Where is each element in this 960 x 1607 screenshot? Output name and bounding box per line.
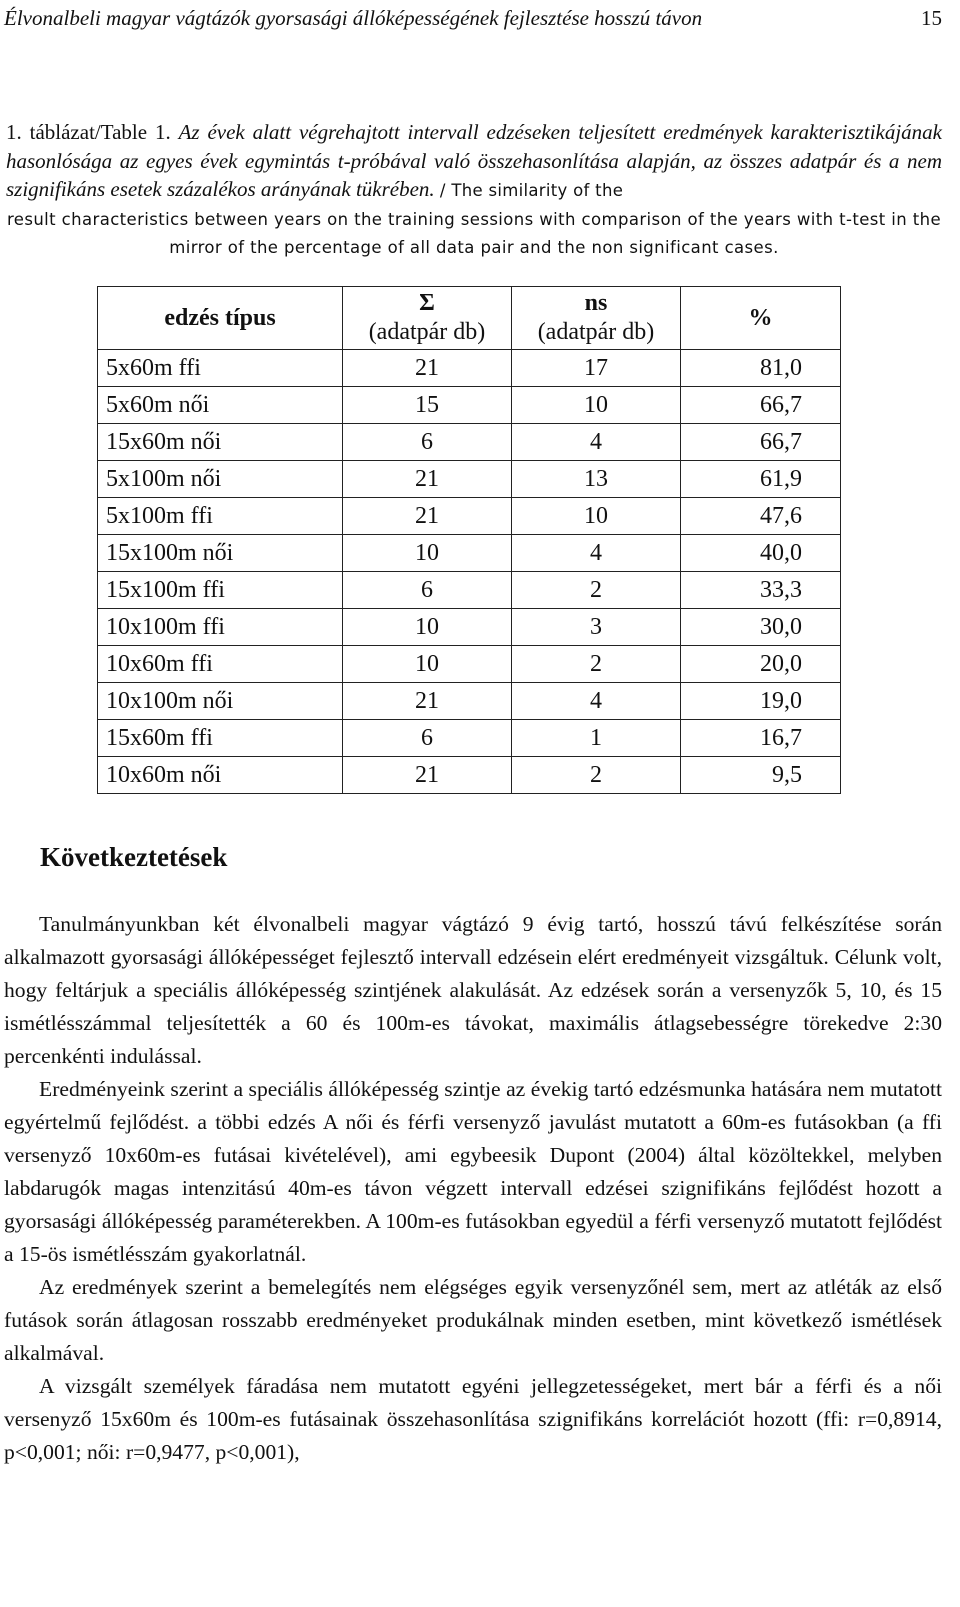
cell-percent: 66,7: [681, 424, 841, 461]
cell-training-type: 5x60m ffi: [98, 350, 343, 387]
cell-ns: 2: [512, 572, 681, 609]
cell-percent: 81,0: [681, 350, 841, 387]
cell-training-type: 10x100m ffi: [98, 609, 343, 646]
paragraph: Eredményeink szerint a speciális állóképesség szintje az évekig tartó edzésmunka hatására nem mutatott egyértelmű fejlődést. a többi edzés A női és férfi versenyző javulást mutatott a 60m-es futásokban (a ffi versenyző 10x60m-es futásai kivételével), ami egybeesik Dupont (2004) által közöltekkel, melyben labdarugók magas intenzitású 40m-es távon végzett intervall edzései szignifikáns fejlődést hozott a gyorsasági állóképesség paraméterekben. A 100m-es futásokban egyedül a férfi versenyző mutatott fejlődést a 15-ös ismétlésszám gyakorlatnál.: [4, 1077, 942, 1266]
cell-percent: 40,0: [681, 535, 841, 572]
table-caption: [6, 118, 942, 262]
page-number: 15: [921, 6, 942, 30]
paragraph: Tanulmányunkban két élvonalbeli magyar vágtázó 9 évig tartó, hosszú távú felkészítése során alkalmazott gyorsasági állóképességet fejlesztő intervall edzésein elért eredményeit vizsgáltuk. Célunk volt, hogy feltárjuk a speciális állóképesség szintjének alakulását. Az edzések során a versenyzők 5, 10, és 15 ismétlésszámmal teljesítették a 60 és 100m-es távokat, maximális átlagsebességre törekedve 2:30 percenkénti indulással.: [4, 912, 942, 1068]
header-training-type: edzés típus: [98, 287, 343, 350]
cell-training-type: 15x100m ffi: [98, 572, 343, 609]
caption-english-start: / The similarity of the: [439, 181, 624, 200]
running-header: [4, 6, 942, 31]
paragraph: A vizsgált személyek fáradása nem mutatott egyéni jellegzetességeket, mert bár a férfi és a női versenyző 15x60m és 100m-es futásainak összehasonlítása szignifikáns korrelációt hozott (ffi: r=0,8914, p<0,001; női: r=0,9477, p<0,001),: [4, 1374, 942, 1464]
cell-sum: 15: [343, 387, 512, 424]
cell-percent: 66,7: [681, 387, 841, 424]
cell-sum: 10: [343, 646, 512, 683]
cell-training-type: 15x60m női: [98, 424, 343, 461]
table-header-row: [98, 287, 841, 350]
table-row: [98, 387, 841, 424]
table-row: [98, 683, 841, 720]
cell-ns: 10: [512, 387, 681, 424]
table-row: [98, 535, 841, 572]
cell-ns: 17: [512, 350, 681, 387]
cell-sum: 10: [343, 535, 512, 572]
caption-english-rest: result characteristics between years on the training sessions with comparison of the years with t-test in the mirror of the percentage of all data pair and the non significant cases.: [6, 209, 942, 257]
cell-training-type: 5x100m női: [98, 461, 343, 498]
running-title: Élvonalbeli magyar vágtázók gyorsasági állóképességének fejlesztése hosszú távon: [4, 6, 703, 30]
paragraph: Az eredmények szerint a bemelegítés nem elégséges egyik versenyzőnél sem, mert az atléták az első futások során átlagosan rosszabb eredményeket produkálnak minden esetben, mint következő ismétlések alkalmával.: [4, 1275, 942, 1365]
cell-ns: 2: [512, 757, 681, 794]
cell-sum: 21: [343, 461, 512, 498]
cell-ns: 2: [512, 646, 681, 683]
cell-percent: 19,0: [681, 683, 841, 720]
table-row: [98, 720, 841, 757]
cell-percent: 20,0: [681, 646, 841, 683]
cell-ns: 13: [512, 461, 681, 498]
cell-sum: 6: [343, 572, 512, 609]
cell-training-type: 10x60m női: [98, 757, 343, 794]
cell-sum: 6: [343, 424, 512, 461]
header-sum: Σ (adatpár db): [343, 287, 512, 350]
cell-ns: 10: [512, 498, 681, 535]
cell-percent: 33,3: [681, 572, 841, 609]
cell-percent: 16,7: [681, 720, 841, 757]
table-row: [98, 572, 841, 609]
cell-sum: 21: [343, 757, 512, 794]
table-row: [98, 757, 841, 794]
cell-sum: 21: [343, 350, 512, 387]
cell-training-type: 10x60m ffi: [98, 646, 343, 683]
cell-percent: 47,6: [681, 498, 841, 535]
cell-ns: 4: [512, 683, 681, 720]
cell-training-type: 5x60m női: [98, 387, 343, 424]
caption-hungarian: Az évek alatt végrehajtott intervall edzéseken teljesített eredmények karakterisztikájának hasonlósága az egyes évek egymintás t-próbával való összehasonlítása alapján, az összes adatpár és a nem szignifikáns esetek százalékos arányának tükrében.: [6, 120, 943, 201]
cell-sum: 21: [343, 498, 512, 535]
cell-sum: 6: [343, 720, 512, 757]
header-ns: ns (adatpár db): [512, 287, 681, 350]
cell-ns: 4: [512, 424, 681, 461]
cell-training-type: 15x60m ffi: [98, 720, 343, 757]
table-row: [98, 424, 841, 461]
table-row: [98, 461, 841, 498]
body-text: [4, 908, 942, 1469]
table-row: [98, 646, 841, 683]
results-table: [97, 286, 841, 794]
table-row: [98, 609, 841, 646]
cell-ns: 4: [512, 535, 681, 572]
table-row: [98, 350, 841, 387]
cell-sum: 10: [343, 609, 512, 646]
cell-ns: 3: [512, 609, 681, 646]
header-percent: %: [681, 287, 841, 350]
caption-label: 1. táblázat/Table 1.: [6, 120, 171, 144]
cell-percent: 61,9: [681, 461, 841, 498]
cell-percent: 30,0: [681, 609, 841, 646]
section-heading: Következtetések: [40, 842, 228, 872]
cell-training-type: 10x100m női: [98, 683, 343, 720]
cell-ns: 1: [512, 720, 681, 757]
cell-percent: 9,5: [681, 757, 841, 794]
table-row: [98, 498, 841, 535]
cell-training-type: 15x100m női: [98, 535, 343, 572]
cell-sum: 21: [343, 683, 512, 720]
cell-training-type: 5x100m ffi: [98, 498, 343, 535]
